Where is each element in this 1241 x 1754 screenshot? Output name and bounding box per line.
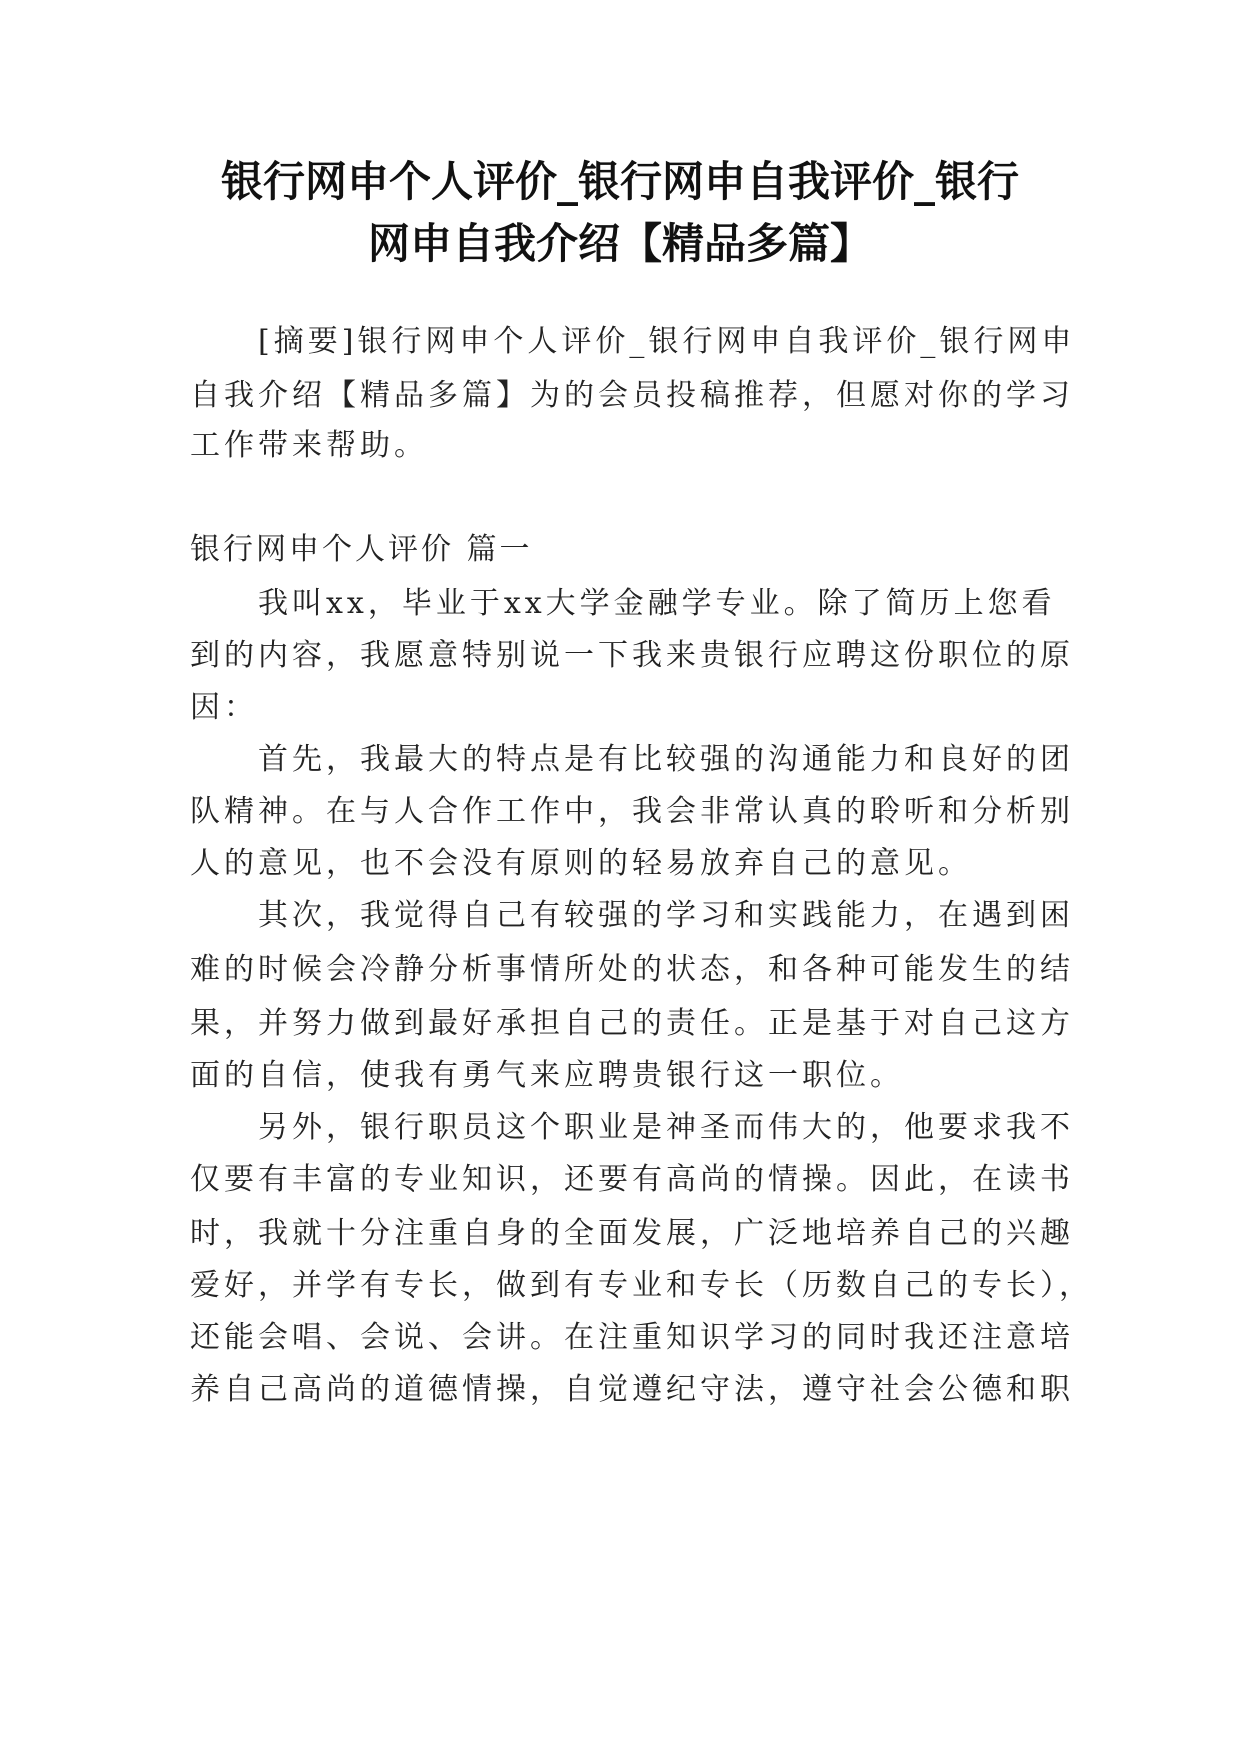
paragraph-line: 还能会唱、会说、会讲。在注重知识学习的同时我还注意培 <box>190 1320 1074 1355</box>
paragraph-line: 养自己高尚的道德情操，自觉遵纪守法，遵守社会公德和职 <box>190 1372 1074 1407</box>
paragraph-line: 队精神。在与人合作工作中，我会非常认真的聆听和分析别 <box>190 794 1074 829</box>
paragraph-line: 其次，我觉得自己有较强的学习和实践能力，在遇到困 <box>258 898 1074 933</box>
paragraph-line: 因： <box>190 690 258 725</box>
paragraph-line: 我叫xx，毕业于xx大学金融学专业。除了简历上您看 <box>258 586 1056 621</box>
abstract-line: 自我介绍【精品多篇】为的会员投稿推荐，但愿对你的学习 <box>190 378 1074 413</box>
paragraph-line: 时，我就十分注重自身的全面发展，广泛地培养自己的兴趣 <box>190 1216 1074 1251</box>
paragraph-line: 到的内容，我愿意特别说一下我来贵银行应聘这份职位的原 <box>190 638 1074 673</box>
abstract-line: [摘要]银行网申个人评价_银行网申自我评价_银行网申 <box>258 324 1076 359</box>
document-title-line-2: 网申自我介绍【精品多篇】 <box>367 219 872 268</box>
paragraph-line: 难的时候会冷静分析事情所处的状态，和各种可能发生的结 <box>190 952 1074 987</box>
paragraph-line: 首先，我最大的特点是有比较强的沟通能力和良好的团 <box>258 742 1074 777</box>
paragraph-line: 面的自信，使我有勇气来应聘贵银行这一职位。 <box>190 1058 904 1093</box>
document-title-line-1: 银行网申个人评价_银行网申自我评价_银行 <box>220 157 1019 206</box>
section-heading: 银行网申个人评价 篇一 <box>190 532 533 567</box>
paragraph-line: 另外，银行职员这个职业是神圣而伟大的，他要求我不 <box>258 1110 1074 1145</box>
paragraph-line: 果，并努力做到最好承担自己的责任。正是基于对自己这方 <box>190 1006 1074 1041</box>
paragraph-line: 仅要有丰富的专业知识，还要有高尚的情操。因此，在读书 <box>190 1162 1074 1197</box>
paragraph-line: 人的意见，也不会没有原则的轻易放弃自己的意见。 <box>190 846 972 881</box>
abstract-line: 工作带来帮助。 <box>190 428 428 463</box>
paragraph-line: 爱好，并学有专长，做到有专业和专长（历数自己的专长）， <box>190 1268 1093 1303</box>
